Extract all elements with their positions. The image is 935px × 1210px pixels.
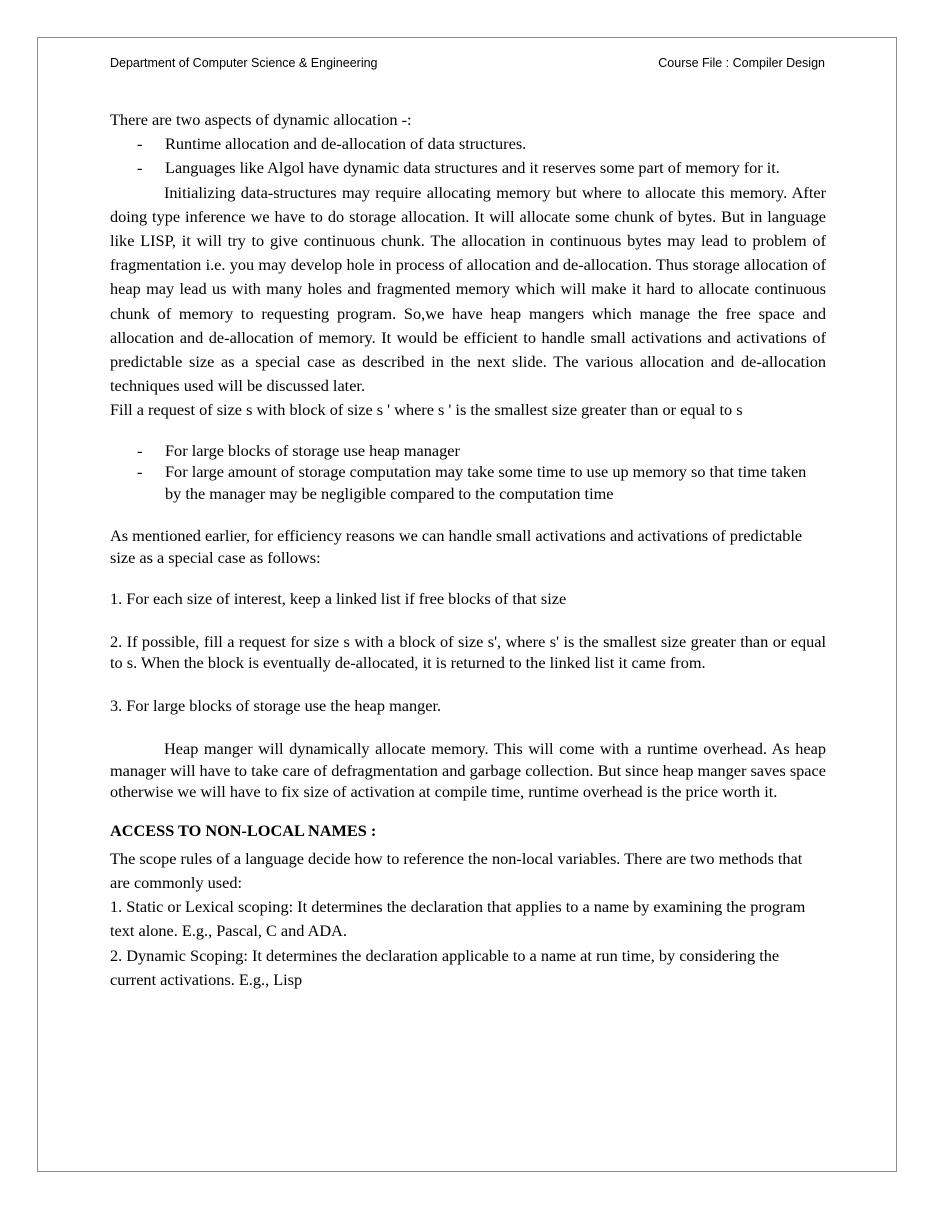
numbered-item-3: 3. For large blocks of storage use the heap manger. bbox=[110, 695, 442, 715]
numbered-item-1: 1. For each size of interest, keep a linked list if free blocks of that size bbox=[110, 589, 567, 609]
list-item: - Languages like Algol have dynamic data structures and it reserves some part of memory for it. bbox=[137, 158, 780, 178]
paragraph-heap-manager: Heap manger will dynamically allocate memory. This will come with a runtime overhead. As heap manager will have to take care of defragmentation and garbage collection. But since heap manger saves space otherwise we will have to fix size of activation at compile time, runtime overhead is the price worth it. bbox=[110, 739, 826, 802]
method-dynamic-scoping: 2. Dynamic Scoping: It determines the declaration applicable to a name at run time, by considering the current activations. E.g., Lisp bbox=[110, 945, 780, 989]
section-heading: ACCESS TO NON-LOCAL NAMES : bbox=[110, 820, 377, 840]
heap-bullets bbox=[110, 440, 826, 505]
list-item: - For large blocks of storage use heap manager bbox=[137, 440, 460, 460]
method-static-scoping: 1. Static or Lexical scoping: It determines the declaration that applies to a name by examining the program text alone. E.g., Pascal, C and ADA. bbox=[110, 897, 806, 941]
fill-request-line: Fill a request of size s with block of size s ' where s ' is the smallest size greater than or equal to s bbox=[110, 400, 743, 420]
list-item: - For large amount of storage computation may take some time to use up memory so that time taken by the manager may be negligible compared to the computation time bbox=[137, 462, 807, 503]
aspects-list bbox=[110, 132, 826, 180]
header-course: Course File : Compiler Design bbox=[658, 56, 825, 70]
page-body bbox=[110, 108, 826, 992]
intro-line: There are two aspects of dynamic allocation -: bbox=[110, 110, 412, 129]
header-department: Department of Computer Science & Engineering bbox=[110, 56, 378, 70]
list-item: - Runtime allocation and de-allocation of data structures. bbox=[137, 134, 527, 154]
paragraph-efficiency: As mentioned earlier, for efficiency reasons we can handle small activations and activations of predictable size as a special case as follows: bbox=[110, 526, 803, 567]
paragraph-scope-rules: The scope rules of a language decide how to reference the non-local variables. There are two methods that are commonly used: bbox=[110, 848, 803, 893]
paragraph-fragmentation: Initializing data-structures may require allocating memory but where to allocate this memory. After doing type inference we have to do storage allocation. It will allocate some chunk of bytes. But in language like LISP, it will try to give continuous chunk. The allocation in continuous bytes may lead to problem of fragmentation i.e. you may develop hole in process of allocation and de-allocation. Thus storage allocation of heap may lead us with many holes and fragmented memory which will make it hard to allocate continuous chunk of memory to requesting program. So,we have heap mangers which manage the free space and allocation and de-allocation of memory. It would be efficient to handle small activations and activations of predictable size as a special case as described in the next slide. The various allocation and de-allocation techniques used will be discussed later. bbox=[110, 182, 826, 396]
numbered-item-2: 2. If possible, fill a request for size s with a block of size s', where s' is the smallest size greater than or equal to s. When the block is eventually de-allocated, it is returned to the linked list it came from. bbox=[110, 631, 826, 673]
